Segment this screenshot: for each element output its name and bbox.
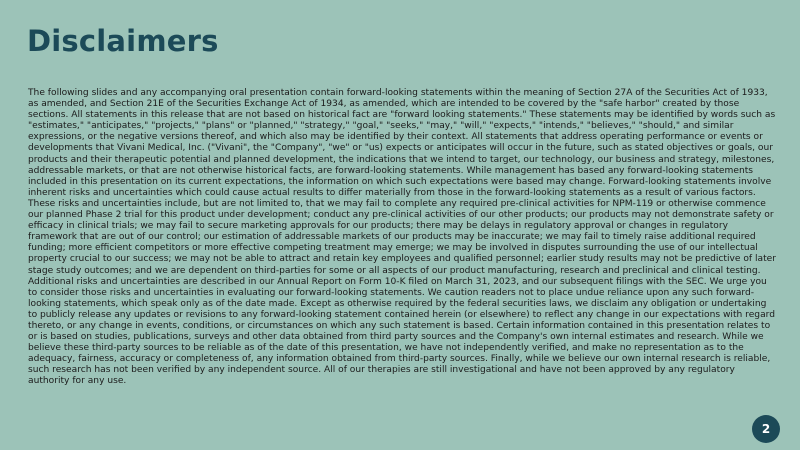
disclaimer-body: The following slides and any accompanying oral presentation contain forward-looking statements within the meaning of Section 27A of the Securities Act of 1933, as amended, and Section 21E of the Securities Exchange Act of 1934, as amended, which are intended to be covered by the "safe harbor" created by those sections. All statements in this release that are not based on historical fact are "forward looking statements." These statements may be identified by words such as "estimates," "anticipates," "projects," "plans" or "planned," "strategy," "goal," "seeks," "may," "will," "expects," "intends," "believes," "should," and similar expressions, or the negative versions thereof, and which also may be identified by their context. All statements that address operating performance or events or developments that Vivani Medical, Inc. ("Vivani", the "Company", "we" or "us) expects or anticipates will occur in the future, such as stated objectives or goals, our products and their therapeutic potential and planned development, the indications that we intend to target, our technology, our business and strategy, milestones, addressable markets, or that are not otherwise historical facts, are forward-looking statements. While management has based any forward-looking statements included in this presentation on its current expectations, the information on which such expectations were based may change. Forward-looking statements involve inherent risks and uncertainties which could cause actual results to differ materially from those in the forward-looking statements as a result of various factors. These risks and uncertainties include, but are not limited to, that we may fail to complete any required pre-clinical activities for NPM-119 or otherwise commence our planned Phase 2 trial for this product under development; conduct any pre-clinical activities of our other products; our products may not demonstrate safety or efficacy in clinical trials; we may fail to secure marketing approvals for our products; there may be delays in regulatory approval or changes in regulatory framework that are out of our control; our estimation of addressable markets of our products may be inaccurate; we may fail to timely raise additional required funding; more efficient competitors or more effective competing treatment may emerge; we may be involved in disputes surrounding the use of our intellectual property crucial to our success; we may not be able to attract and retain key employees and qualified personnel; earlier study results may not be predictive of later stage study outcomes; and we are dependent on third-parties for some or all aspects of our product manufacturing, research and preclinical and clinical testing. Additional risks and uncertainties are described in our Annual Report on Form 10-K filed on March 31, 2023, and our subsequent filings with the SEC. We urge you to consider those risks and uncertainties in evaluating our forward-looking statements. We caution readers not to place undue reliance upon any such forward-looking statements, which speak only as of the date made. Except as otherwise required by the federal securities laws, we disclaim any obligation or undertaking to publicly release any updates or revisions to any forward-looking statement contained herein (or elsewhere) to reflect any change in our expectations with regard thereto, or any change in events, conditions, or circumstances on which any such statement is based. Certain information contained in this presentation relates to or is based on studies, publications, surveys and other data obtained from third party sources and the Company's own internal estimates and research. While we believe these third-party sources to be reliable as of the date of this presentation, we have not independently verified, and make no representation as to the adequacy, fairness, accuracy or completeness of, any information obtained from third-party sources. Finally, while we believe our own internal research is reliable, such research has not been verified by any independent source. All of our therapies are still investigational and have not been approved by any regulatory authority for any use. — [28, 88, 777, 387]
page-number-badge: 2 — [752, 415, 780, 443]
slide-title: Disclaimers — [27, 24, 219, 58]
